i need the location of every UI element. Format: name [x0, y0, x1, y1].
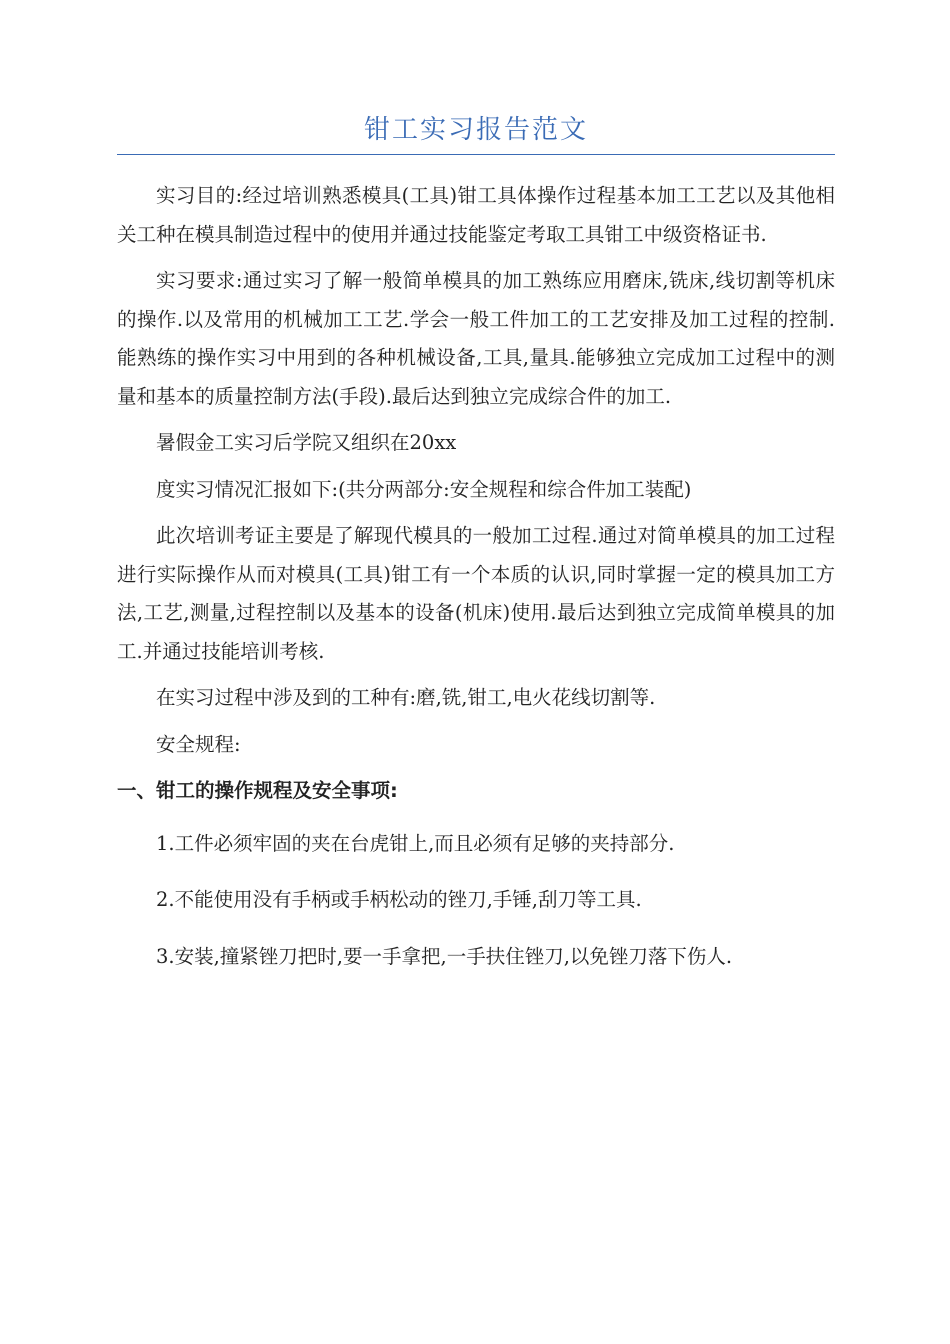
list-item: 3.安装,撞紧锉刀把时,要一手拿把,一手扶住锉刀,以免锉刀落下伤人.: [156, 944, 733, 968]
paragraph-safety-rules: 安全规程:: [156, 732, 241, 756]
section-heading: 一、钳工的操作规程及安全事项:: [117, 779, 398, 802]
paragraph-trades: 在实习过程中涉及到的工种有:磨,铣,钳工,电火花线切割等.: [156, 686, 656, 709]
document-title: 钳工实习报告范文: [363, 115, 588, 145]
document-page: [117, 110, 835, 994]
list-item: 2.不能使用没有手柄或手柄松动的锉刀,手锤,刮刀等工具.: [156, 888, 642, 911]
paragraph-report-intro: 度实习情况汇报如下:(共分两部分:安全规程和综合件加工装配): [156, 477, 692, 501]
paragraph-summer-practice: 暑假金工实习后学院又组织在20xx: [156, 431, 457, 454]
title-underline: [117, 154, 835, 155]
paragraph-purpose: 实习目的:经过培训熟悉模具(工具)钳工具体操作过程基本加工工艺以及其他相关工种在模具制造过程中的使用并通过技能鉴定考取工具钳工中级资格证书.: [117, 184, 835, 246]
list-item: 1.工件必须牢固的夹在台虎钳上,而且必须有足够的夹持部分.: [156, 831, 675, 855]
paragraph-requirements: 实习要求:通过实习了解一般简单模具的加工熟练应用磨床,铣床,线切割等机床的操作.以及常用的机械加工工艺.学会一般工件加工的工艺安排及加工过程的控制.能熟练的操作实习中用到的各种机械设备,工具,量具.能够独立完成加工过程中的测量和基本的质量控制方法(手段).最后达到独立完成综合件的加工.: [117, 269, 835, 408]
paragraph-training-overview: 此次培训考证主要是了解现代模具的一般加工过程.通过对简单模具的加工过程进行实际操作从而对模具(工具)钳工有一个本质的认识,同时掌握一定的模具加工方法,工艺,测量,过程控制以及基本的设备(机床)使用.最后达到独立完成简单模具的加工.并通过技能培训考核.: [117, 524, 835, 663]
